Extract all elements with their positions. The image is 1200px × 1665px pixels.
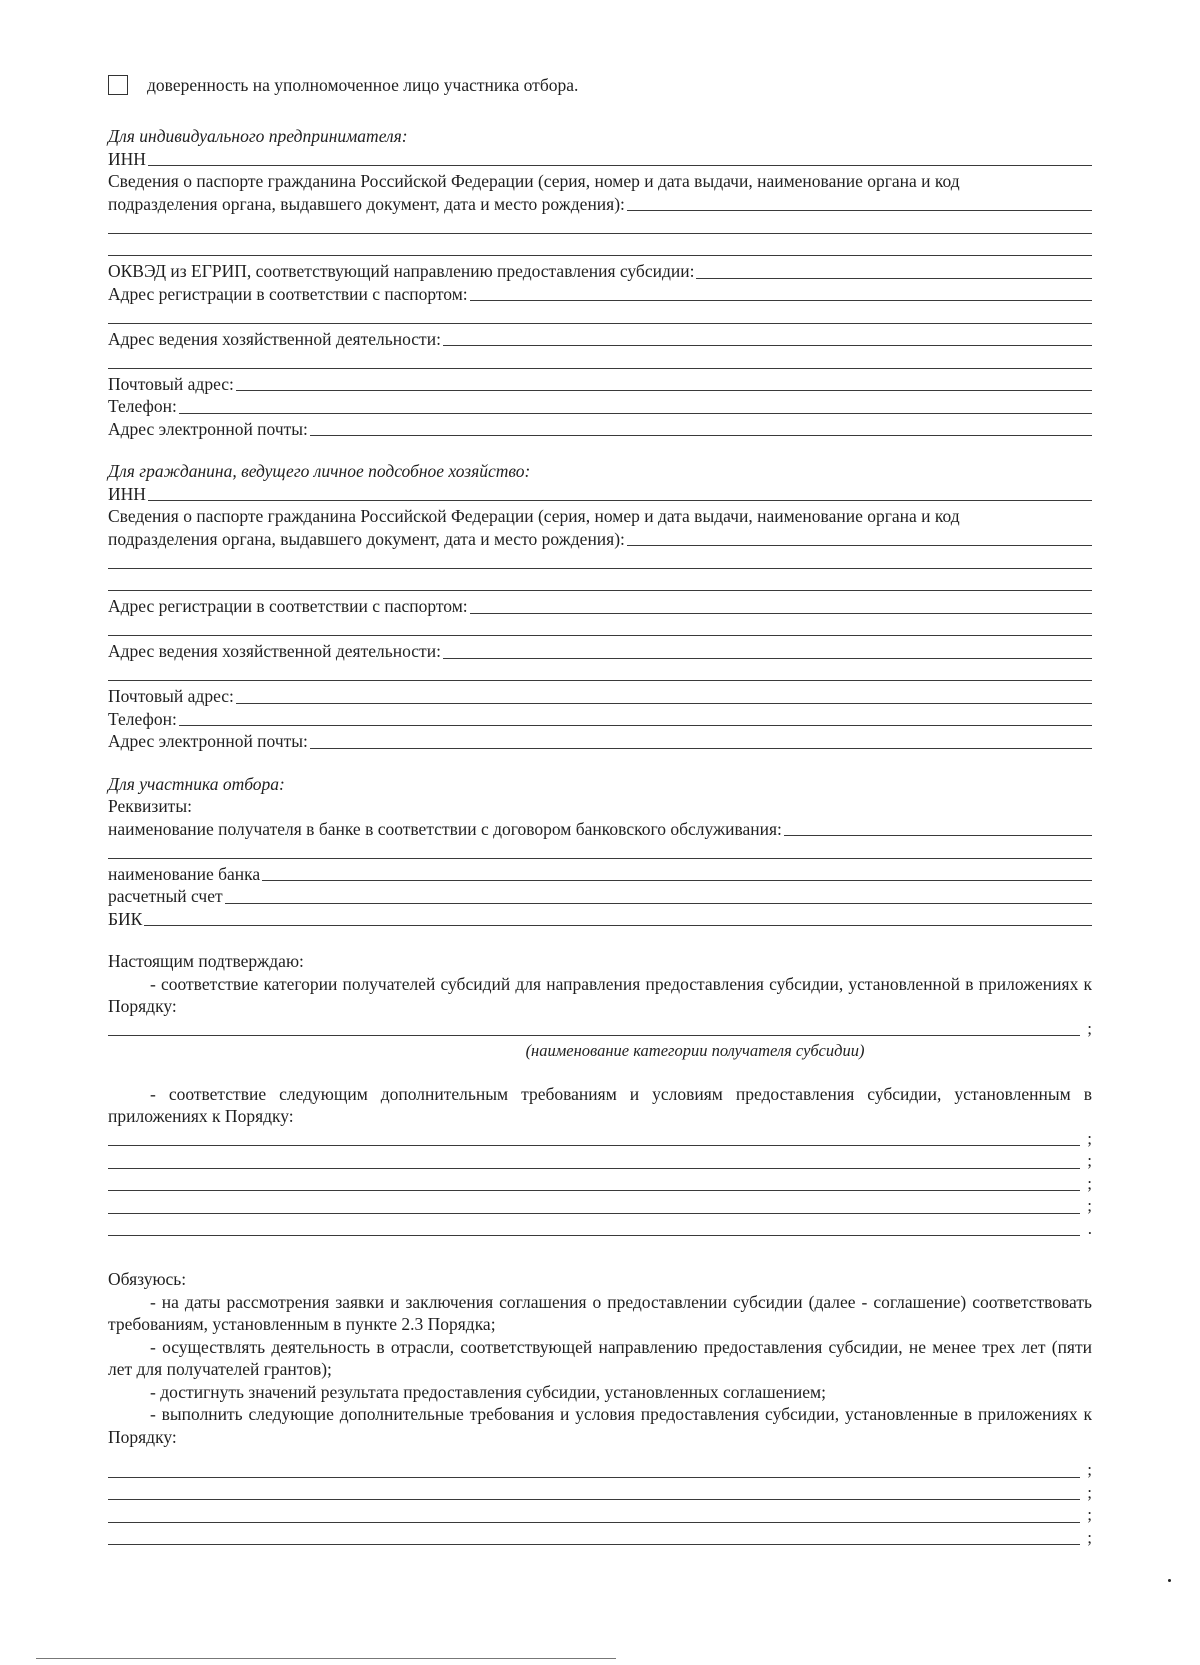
ip-email-label: Адрес электронной почты: — [108, 418, 308, 439]
ip-phone-row — [108, 395, 1092, 418]
ip-heading: Для индивидуального предпринимателя: — [108, 126, 408, 146]
ip-email-field[interactable] — [310, 434, 1092, 436]
scan-speck — [1168, 1579, 1171, 1582]
ip-inn-row — [108, 148, 1092, 171]
obligation-line-2[interactable] — [108, 1482, 1092, 1505]
extra-req-line-2-semicolon: ; — [1087, 1151, 1092, 1170]
application-form-page — [108, 0, 1092, 1549]
ip-okved-label: ОКВЭД из ЕГРИП, соответствующий направлению предоставления субсидии: — [108, 261, 695, 281]
lph-reg-row — [108, 595, 1092, 618]
ip-email-row — [108, 418, 1092, 441]
recipient-name-label: наименование получателя в банке в соответствии с договором банковского обслуживания: — [108, 818, 782, 839]
recipient-name-field[interactable] — [784, 834, 1092, 836]
extra-req-line-5-period: . — [1087, 1218, 1092, 1238]
obligation-line-3[interactable] — [108, 1504, 1092, 1527]
ip-reg-row — [108, 283, 1092, 306]
obligation-item-3: - достигнуть значений результата предоставления субсидии, установленных соглашением; — [150, 1381, 826, 1402]
obligation-line-2-semicolon: ; — [1087, 1482, 1092, 1502]
lph-postal-label: Почтовый адрес: — [108, 686, 234, 706]
lph-reg-field[interactable] — [470, 612, 1092, 614]
ip-postal-label: Почтовый адрес: — [108, 373, 234, 394]
ip-passport-text: Сведения о паспорте гражданина Российской Федерации (серия, номер и дата выдачи, наименование органа и код — [108, 171, 960, 191]
ip-passport-line-2[interactable] — [108, 238, 1092, 261]
obligation-line-1-semicolon: ; — [1087, 1460, 1092, 1479]
bank-name-row — [108, 863, 1092, 886]
obligation-line-3-semicolon: ; — [1087, 1505, 1092, 1524]
ip-phone-field[interactable] — [179, 412, 1092, 414]
ip-passport-line-1[interactable] — [108, 215, 1092, 238]
extra-req-line-5[interactable] — [108, 1218, 1092, 1241]
lph-phone-label: Телефон: — [108, 708, 177, 729]
ip-passport-row — [108, 193, 1092, 216]
ip-phone-label: Телефон: — [108, 396, 177, 416]
ip-business-row — [108, 328, 1092, 351]
ip-business-field[interactable] — [443, 344, 1092, 346]
lph-email-label: Адрес электронной почты: — [108, 731, 308, 751]
bank-name-label: наименование банка — [108, 863, 261, 884]
lph-business-row — [108, 640, 1092, 663]
account-label: расчетный счет — [108, 886, 223, 906]
requisites-label: Реквизиты: — [108, 796, 192, 816]
ip-okved-field[interactable] — [696, 277, 1092, 279]
scan-bottom-rule — [36, 1658, 616, 1659]
extra-req-line-3-semicolon: ; — [1087, 1173, 1092, 1193]
ip-reg-label: Адрес регистрации в соответствии с паспортом: — [108, 283, 468, 304]
lph-inn-row — [108, 483, 1092, 506]
lph-passport-row — [108, 528, 1092, 551]
ip-reg-line[interactable] — [108, 305, 1092, 328]
confirm-item-1: - соответствие категории получателей субсидий для направления предоставления субсидии, установленной в приложениях к Порядку: — [108, 973, 1092, 1016]
recipient-name-line[interactable] — [108, 840, 1092, 863]
obligation-item-4: - выполнить следующие дополнительные требования и условия предоставления субсидии, установленные в приложениях к Порядку: — [108, 1404, 1092, 1447]
ip-postal-field[interactable] — [236, 389, 1092, 391]
confirm-intro: Настоящим подтверждаю: — [108, 951, 304, 971]
lph-business-line[interactable] — [108, 663, 1092, 686]
lph-email-row — [108, 730, 1092, 753]
proxy-label: доверенность на уполномоченное лицо участника отбора. — [147, 74, 579, 95]
account-row — [108, 885, 1092, 908]
lph-phone-field[interactable] — [179, 724, 1092, 726]
lph-passport-field[interactable] — [627, 544, 1092, 546]
lph-phone-row — [108, 708, 1092, 731]
lph-inn-label: ИНН — [108, 483, 146, 504]
ip-okved-row — [108, 260, 1092, 283]
obligation-line-4[interactable] — [108, 1527, 1092, 1550]
lph-business-label: Адрес ведения хозяйственной деятельности: — [108, 641, 441, 661]
lph-business-field[interactable] — [443, 657, 1092, 659]
ip-inn-field[interactable] — [148, 164, 1092, 166]
lph-passport-text: Сведения о паспорте гражданина Российской Федерации (серия, номер и дата выдачи, наименование органа и код — [108, 506, 960, 526]
lph-passport-line-1[interactable] — [108, 550, 1092, 573]
category-line-semicolon: ; — [1087, 1018, 1092, 1038]
extra-req-line-3[interactable] — [108, 1173, 1092, 1196]
ip-reg-field[interactable] — [470, 299, 1092, 301]
proxy-row — [108, 73, 1092, 97]
participant-heading: Для участника отбора: — [108, 773, 285, 794]
lph-email-field[interactable] — [310, 747, 1092, 749]
account-field[interactable] — [225, 902, 1092, 904]
extra-req-line-4[interactable] — [108, 1195, 1092, 1218]
proxy-checkbox[interactable] — [108, 75, 128, 95]
lph-inn-field[interactable] — [148, 499, 1092, 501]
bik-row — [108, 908, 1092, 931]
extra-req-line-1[interactable] — [108, 1128, 1092, 1151]
ip-business-line[interactable] — [108, 350, 1092, 373]
lph-postal-field[interactable] — [236, 702, 1092, 704]
category-caption: (наименование категории получателя субсидии) — [525, 1041, 865, 1060]
obligation-line-1[interactable] — [108, 1459, 1092, 1482]
bik-field[interactable] — [144, 924, 1092, 926]
ip-passport-field[interactable] — [627, 209, 1092, 211]
obligations-intro: Обязуюсь: — [108, 1269, 187, 1289]
lph-reg-label: Адрес регистрации в соответствии с паспортом: — [108, 596, 468, 616]
lph-passport-line-2[interactable] — [108, 573, 1092, 596]
ip-inn-label: ИНН — [108, 148, 146, 169]
lph-postal-row — [108, 685, 1092, 708]
lph-passport-label: подразделения органа, выдавшего документ, дата и место рождения): — [108, 528, 625, 549]
recipient-name-row — [108, 818, 1092, 841]
extra-req-line-2[interactable] — [108, 1150, 1092, 1173]
bik-label: БИК — [108, 908, 143, 929]
ip-passport-label: подразделения органа, выдавшего документ, дата и место рождения): — [108, 193, 625, 214]
lph-heading: Для гражданина, ведущего личное подсобное хозяйство: — [108, 461, 531, 481]
ip-postal-row — [108, 373, 1092, 396]
confirm-item-2: - соответствие следующим дополнительным требованиям и условиям предоставления субсидии, установленным в приложениях к Порядку: — [108, 1083, 1092, 1126]
obligation-item-2: - осуществлять деятельность в отрасли, соответствующей направлению предоставления субсидии, не менее трех лет (пяти лет для получателей грантов); — [108, 1336, 1092, 1379]
obligation-item-1: - на даты рассмотрения заявки и заключения соглашения о предоставлении субсидии (далее - соглашение) соответствовать требованиям, установленным в пункте 2.3 Порядка; — [108, 1291, 1092, 1334]
bank-name-field[interactable] — [262, 879, 1092, 881]
lph-reg-line[interactable] — [108, 618, 1092, 641]
extra-req-line-1-semicolon: ; — [1087, 1128, 1092, 1148]
extra-req-line-4-semicolon: ; — [1087, 1196, 1092, 1215]
obligation-line-4-semicolon: ; — [1087, 1527, 1092, 1547]
ip-business-label: Адрес ведения хозяйственной деятельности: — [108, 328, 441, 349]
category-line[interactable] — [108, 1018, 1092, 1041]
